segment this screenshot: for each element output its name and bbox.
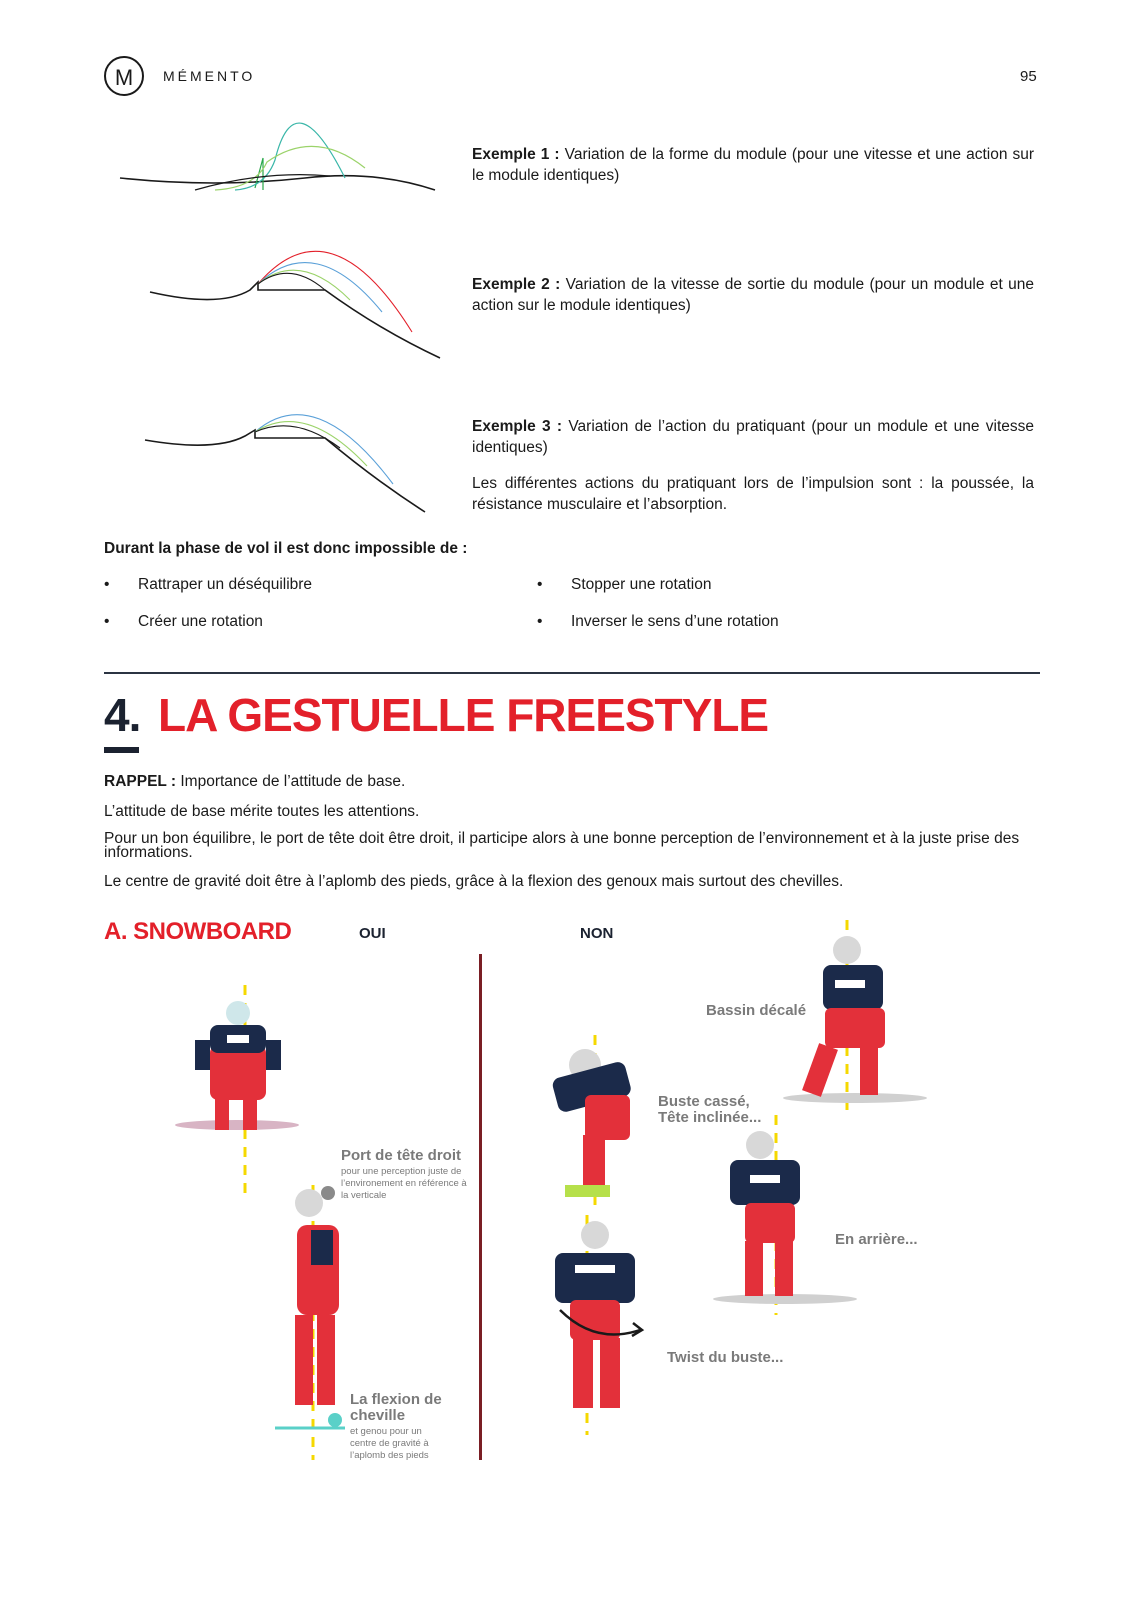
caption-title: La flexion de cheville	[350, 1391, 442, 1424]
example-3-text: Variation de l’action du pratiquant (pour un module et une vitesse identiques)	[472, 418, 1034, 456]
caption-title: Port de tête droit	[341, 1147, 462, 1164]
heading-underline	[104, 747, 139, 753]
rappel-paragraph-2: Pour un bon équilibre, le port de tête doit être droit, il participe alors à une bonne perception de l’environnement et à la juste prise des informations.	[104, 830, 1020, 861]
caption-twist: Twist du buste...	[667, 1349, 784, 1366]
rider-twist-illustration	[545, 1215, 655, 1435]
header-title: MÉMENTO	[163, 68, 256, 84]
caption-detail: pour une perception juste de l’environement en référence à la verticale	[341, 1166, 467, 1201]
example-2	[472, 274, 1034, 316]
actions-text: Les différentes actions du pratiquant lors de l’impulsion sont : la poussée, la résistance musculaire et l’absorption.	[472, 475, 1034, 513]
example-1-label: Exemple 1 :	[472, 146, 560, 163]
logo-icon: M	[104, 56, 144, 96]
section-divider	[104, 672, 1040, 674]
column-yes: OUI	[359, 925, 386, 942]
example-2-label: Exemple 2 :	[472, 276, 561, 293]
example-1-text: Variation de la forme du module (pour une vitesse et une action sur le module identiques)	[472, 146, 1034, 184]
example-1	[472, 144, 1034, 186]
flight-phase-title: Durant la phase de vol il est donc impossible de :	[104, 540, 468, 557]
snowboard-title: A. SNOWBOARD	[104, 918, 292, 945]
section-title: LA GESTUELLE FREESTYLE	[158, 689, 769, 741]
trajectory-diagram-2	[150, 240, 450, 365]
example-3	[472, 416, 1034, 458]
rider-bent-torso-illustration	[545, 1035, 675, 1205]
caption-leaning-back: En arrière...	[835, 1231, 918, 1248]
section-number: 4.	[104, 689, 141, 741]
example-2-text: Variation de la vitesse de sortie du module (pour un module et une action sur le module identiques)	[472, 276, 1035, 314]
rappel-label: RAPPEL :	[104, 773, 177, 790]
column-divider	[479, 954, 482, 1460]
page-number: 95	[1020, 68, 1037, 85]
caption-hip-offset: Bassin décalé	[706, 1002, 807, 1019]
rappel-line: RAPPEL : Importance de l’attitude de base.	[104, 773, 406, 790]
bullet-item: • Stopper une rotation	[537, 576, 712, 593]
rider-correct-illustration	[175, 985, 315, 1195]
bullet-item: • Inverser le sens d’une rotation	[537, 613, 779, 630]
trajectory-diagram-1	[115, 118, 445, 198]
column-no: NON	[580, 925, 614, 942]
example-3-label: Exemple 3 :	[472, 418, 563, 435]
rider-leaning-back-illustration	[710, 1115, 860, 1315]
caption-head-position	[341, 1148, 471, 1202]
caption-bent-torso: Buste cassé, Tête inclinée...	[658, 1093, 762, 1126]
caption-ankle-flexion	[350, 1392, 450, 1462]
bullet-item: • Rattraper un déséquilibre	[104, 576, 313, 593]
rappel-paragraph-1: L’attitude de base mérite toutes les attentions.	[104, 803, 420, 820]
trajectory-diagram-3	[145, 400, 435, 520]
rider-flexion-illustration	[275, 1185, 355, 1460]
rappel-paragraph-3: Le centre de gravité doit être à l’aplomb des pieds, grâce à la flexion des genoux mais surtout des chevilles.	[104, 873, 844, 890]
caption-detail: et genou pour un centre de gravité à l’aplomb des pieds	[350, 1426, 429, 1461]
bullet-item: • Créer une rotation	[104, 613, 263, 630]
